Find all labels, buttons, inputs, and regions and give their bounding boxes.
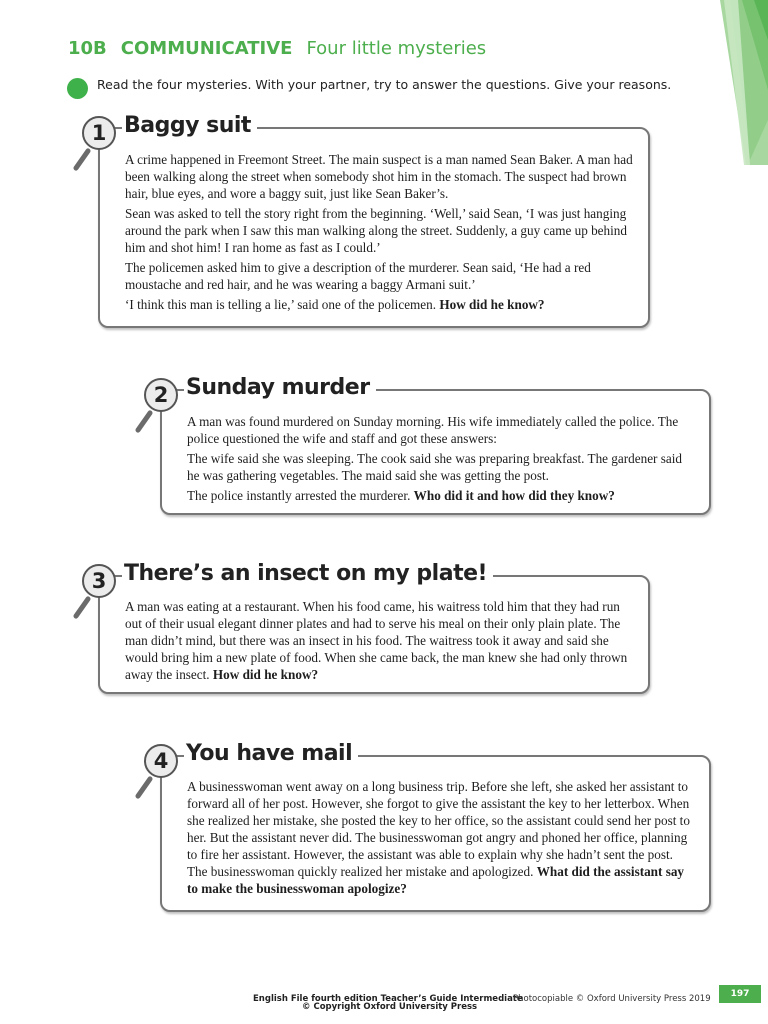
mystery-paragraph-text: A businesswoman went away on a long business trip. Before she left, she asked her assistant to forward all of her post. However, she forgot to give the assistant the key to her letterbox. When she realized her mistake, she posted the key to her office, so the assistant could send her post to her. But the assistant never did. The businesswoman got angry and phoned her office, planning to fire her assistant. However, the assistant was able to explain why she hadn’t sent the post. The businesswoman quickly realized her mistake and apologized.: [187, 779, 690, 879]
section-label: COMMUNICATIVE: [120, 38, 293, 59]
page-header: [68, 38, 486, 66]
mystery-1: [91, 113, 650, 328]
footer-book-title: English File fourth edition Teacher’s Guide Intermediate: [253, 994, 523, 1004]
mystery-question: Who did it and how did they know?: [413, 488, 615, 503]
mystery-paragraph: A man was found murdered on Sunday morning. His wife immediately called the police. The police questioned the wife and staff and got these answers:: [187, 414, 679, 446]
mystery-title: You have mail: [184, 741, 358, 771]
unit-label: 10B: [68, 38, 107, 59]
mystery-paragraph: The policemen asked him to give a description of the murderer. Sean said, ‘He had a red moustache and red hair, and he was wearing a baggy Armani suit.’: [125, 260, 591, 292]
mystery-paragraph-text: The police instantly arrested the murderer.: [187, 488, 414, 503]
mystery-2: [153, 375, 711, 515]
mystery-paragraph: [187, 487, 695, 504]
mystery-title: Sunday murder: [184, 375, 376, 405]
mystery-title: There’s an insect on my plate!: [122, 561, 493, 591]
mystery-4: [153, 741, 711, 912]
corner-decoration: [720, 0, 768, 165]
mystery-3: [91, 561, 650, 694]
mystery-number: 4: [144, 744, 178, 778]
magnifier-handle: [134, 409, 153, 433]
mystery-body: [187, 778, 695, 900]
mystery-number: 1: [82, 116, 116, 150]
mystery-paragraph: [125, 598, 634, 683]
mystery-body: [125, 598, 634, 686]
magnifier-handle: [72, 595, 91, 619]
page-subtitle: Four little mysteries: [306, 38, 487, 59]
mystery-body: [125, 151, 634, 316]
mystery-paragraph: A crime happened in Freemont Street. The main suspect is a man named Sean Baker. A man had been walking along the street when somebody shot him in the stomach. The suspect had brown hair, blue eyes, and wore a baggy suit, just like Sean Baker’s.: [125, 152, 633, 201]
page-number: 197: [719, 985, 761, 1003]
bullet-dot-icon: [67, 78, 88, 99]
mystery-paragraph-text: ‘I think this man is telling a lie,’ said one of the policemen.: [125, 297, 440, 312]
mystery-paragraph: Sean was asked to tell the story right from the beginning. ‘Well,’ said Sean, ‘I was just hanging around the park when I saw this man walking along the street. Suddenly, a guy came up behind him and shot him! I ran home as fast as I could.’: [125, 206, 627, 255]
mystery-paragraph: [187, 778, 695, 897]
magnifier-handle: [134, 775, 153, 799]
mystery-paragraph: [125, 296, 634, 313]
magnifier-handle: [72, 147, 91, 171]
mystery-number: 3: [82, 564, 116, 598]
footer-copyright: © Copyright Oxford University Press: [302, 1002, 478, 1012]
mystery-question: How did he know?: [212, 667, 319, 682]
mystery-number: 2: [144, 378, 178, 412]
mystery-paragraph: The wife said she was sleeping. The cook said she was preparing breakfast. The gardener said he was gathering vegetables. The maid said she was getting the post.: [187, 451, 682, 483]
instruction-text: Read the four mysteries. With your partner, try to answer the questions. Give your reasons.: [97, 77, 672, 92]
mystery-title: Baggy suit: [122, 113, 257, 143]
mystery-question: How did he know?: [439, 297, 545, 312]
mystery-paragraph-text: A man was eating at a restaurant. When his food came, his waitress told him that they had run out of their usual elegant dinner plates and had to serve his meal on their only plain plate. The man didn’t mind, but there was an insect in his food. The waitress took it away and said she would bring him a new plate of food. When she came back, the man knew she had only thrown away the insect.: [125, 599, 628, 682]
footer-photocopiable: Photocopiable © Oxford University Press 2019: [513, 994, 711, 1004]
mystery-question: What did the assistant say to make the businesswoman apologize?: [187, 864, 685, 896]
mystery-body: [187, 413, 695, 507]
